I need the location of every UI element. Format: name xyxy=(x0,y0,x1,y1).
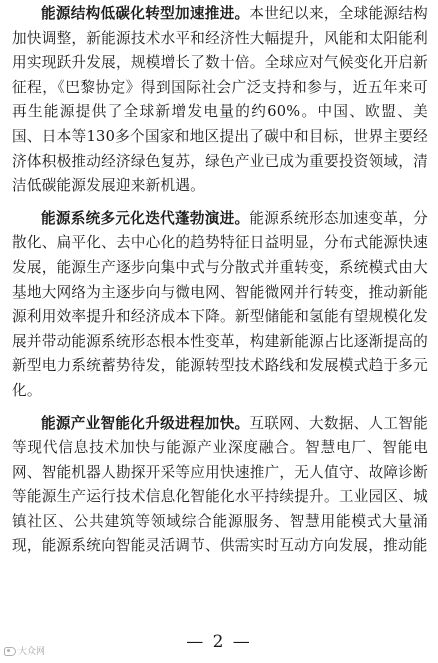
paragraph-text: 本世纪以来，全球能源结构加快调整，新能源技术水平和经济性大幅提升，风能和太阳能利用实现跃升发展，规模增长了数十倍。全球应对气候变化开启新征程，《巴黎协定》得到国际社会广泛支持和参与，近五年来可再生能源提供了全球新增发电量的约60%。中国、欧盟、美国、日本等130多个国家和地区提出了碳中和目标，世界主要经济体积极推动经济绿色复苏，绿色产业已成为重要投资领域，清洁低碳能源发展迎来新机遇。 xyxy=(12,5,428,195)
watermark xyxy=(4,644,45,657)
watermark-logo-icon xyxy=(4,646,16,656)
paragraph-heading: 能源产业智能化升级进程加快。 xyxy=(41,414,250,432)
watermark-text: 大众网 xyxy=(18,647,46,657)
paragraph-energy-industry xyxy=(12,412,428,560)
page-number: — 2 — xyxy=(186,632,252,652)
paragraph-text: 能源系统形态加速变革，分散化、扁平化、去中心化的趋势特征日益明显，分布式能源快速发展，能源生产逐步向集中式与分散式并重转变，系统模式由大基地大网络为主逐步向与微电网、智能微网并行转变，推动新能源利用效率提升和经济成本下降。新型储能和氢能有望规模化发展并带动能源系统形态根本性变革，构建新能源占比逐渐提高的新型电力系统蓄势待发，能源转型技术路线和发展模式趋于多元化。 xyxy=(12,209,428,399)
paragraph-heading: 能源系统多元化迭代蓬勃演进。 xyxy=(41,209,250,227)
paragraph-energy-structure xyxy=(12,2,428,199)
paragraph-text: 互联网、大数据、人工智能等现代信息技术加快与能源产业深度融合。智慧电厂、智能电网、智能机器人勘探开采等应用快速推广，无人值守、故障诊断等能源生产运行技术信息化智能化水平持续提升。工业园区、城镇社区、公共建筑等领域综合能源服务、智慧用能模式大量涌现，能源系统向智能灵活调节、供需实时互动方向发展，推动能 xyxy=(12,414,428,555)
paragraph-energy-system xyxy=(12,207,428,404)
paragraph-heading: 能源结构低碳化转型加速推进。 xyxy=(41,5,250,22)
document-body xyxy=(12,2,428,567)
